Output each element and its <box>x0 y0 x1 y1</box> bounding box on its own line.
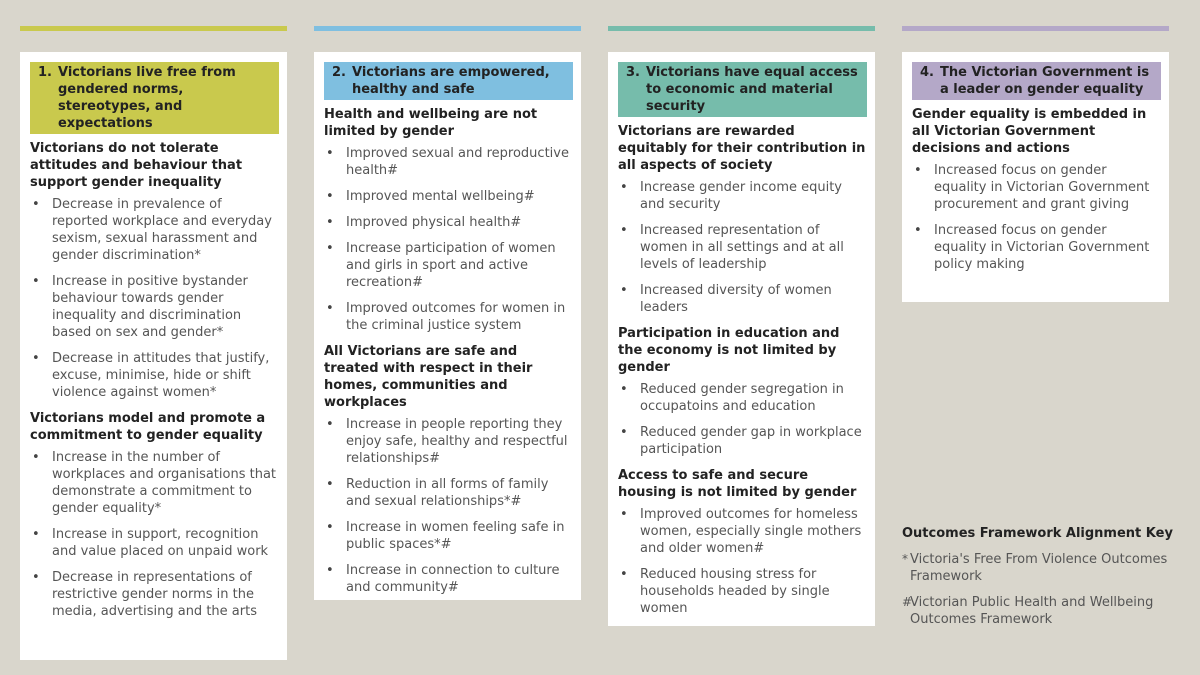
column-4-title: The Victorian Government is a leader on gender equality <box>939 65 1150 97</box>
column-2-heading <box>324 62 573 100</box>
list-item: • Increase in connection to culture and community# <box>324 562 573 596</box>
list-item: • Reduced gender segregation in occupatoins and education <box>618 381 867 415</box>
key-symbol: # <box>902 595 913 609</box>
column-2-title: Victorians are empowered, healthy and safe <box>351 65 550 97</box>
list-item: • Improved outcomes for women in the criminal justice system <box>324 300 573 334</box>
outcome-list <box>618 506 867 617</box>
list-item: • Reduced housing stress for households headed by single women <box>618 566 867 617</box>
outcome-list <box>618 179 867 316</box>
column-1-title: Victorians live free from gendered norms, stereotypes, and expectations <box>57 65 236 131</box>
column-3-accent-bar <box>608 26 875 31</box>
list-item: • Increase participation of women and girls in sport and active recreation# <box>324 240 573 291</box>
list-item: • Reduction in all forms of family and sexual relationships*# <box>324 476 573 510</box>
column-1-number: 1. <box>38 65 52 80</box>
list-item: • Decrease in prevalence of reported workplace and everyday sexism, sexual harassment and gender discrimination* <box>30 196 279 264</box>
key-item <box>902 551 1182 585</box>
list-item: • Reduced gender gap in workplace participation <box>618 424 867 458</box>
column-1-card <box>20 52 287 660</box>
section-title: Victorians model and promote a commitment to gender equality <box>30 411 266 443</box>
list-item: • Increase in the number of workplaces and organisations that demonstrate a commitment to gender equality* <box>30 449 279 517</box>
key-item <box>902 594 1182 628</box>
outcome-list <box>30 449 279 620</box>
list-item: • Increase in people reporting they enjoy safe, healthy and respectful relationships# <box>324 416 573 467</box>
list-item: • Increased focus on gender equality in Victorian Government policy making <box>912 222 1161 273</box>
section-title: All Victorians are safe and treated with respect in their homes, communities and workplaces <box>324 344 533 410</box>
column-1-accent-bar <box>20 26 287 31</box>
column-4-accent-bar <box>902 26 1169 31</box>
list-item: • Increase in support, recognition and value placed on unpaid work <box>30 526 279 560</box>
outcome-list <box>618 381 867 458</box>
section-title: Participation in education and the economy is not limited by gender <box>618 326 840 375</box>
list-item: • Decrease in attitudes that justify, excuse, minimise, hide or shift violence against women* <box>30 350 279 401</box>
list-item: • Increase in positive bystander behaviour towards gender inequality and discrimination based on sex and gender* <box>30 273 279 341</box>
list-item: • Improved outcomes for homeless women, especially single mothers and older women# <box>618 506 867 557</box>
column-2-card <box>314 52 581 600</box>
column-3-heading <box>618 62 867 117</box>
section-title: Victorians do not tolerate attitudes and behaviour that support gender inequality <box>30 141 243 190</box>
list-item: • Increased diversity of women leaders <box>618 282 867 316</box>
column-4-number: 4. <box>920 65 934 80</box>
section-title: Gender equality is embedded in all Victorian Government decisions and actions <box>912 107 1147 156</box>
outcome-list <box>912 162 1161 273</box>
column-1-heading <box>30 62 279 134</box>
section-title: Victorians are rewarded equitably for their contribution in all aspects of society <box>618 124 866 173</box>
outcome-list <box>30 196 279 401</box>
list-item: • Improved sexual and reproductive health# <box>324 145 573 179</box>
key-title: Outcomes Framework Alignment Key <box>902 526 1173 541</box>
outcome-list <box>324 416 573 596</box>
alignment-key <box>902 525 1182 637</box>
column-3-number: 3. <box>626 65 640 80</box>
outcome-list <box>324 145 573 334</box>
column-4-card <box>902 52 1169 302</box>
column-2-number: 2. <box>332 65 346 80</box>
list-item: • Improved mental wellbeing# <box>324 188 573 205</box>
key-symbol: * <box>902 552 908 566</box>
key-text: Victorian Public Health and Wellbeing Outcomes Framework <box>910 595 1154 627</box>
list-item: • Decrease in representations of restrictive gender norms in the media, advertising and the arts <box>30 569 279 620</box>
list-item: • Increased focus on gender equality in Victorian Government procurement and grant giving <box>912 162 1161 213</box>
list-item: • Increase in women feeling safe in public spaces*# <box>324 519 573 553</box>
section-title: Health and wellbeing are not limited by gender <box>324 107 538 139</box>
list-item: • Improved physical health# <box>324 214 573 231</box>
section-title: Access to safe and secure housing is not limited by gender <box>618 468 857 500</box>
column-4-heading <box>912 62 1161 100</box>
column-3-card <box>608 52 875 626</box>
list-item: • Increased representation of women in all settings and at all levels of leadership <box>618 222 867 273</box>
key-text: Victoria's Free From Violence Outcomes Framework <box>910 552 1168 584</box>
list-item: • Increase gender income equity and security <box>618 179 867 213</box>
column-2-accent-bar <box>314 26 581 31</box>
column-3-title: Victorians have equal access to economic and material security <box>645 65 858 114</box>
